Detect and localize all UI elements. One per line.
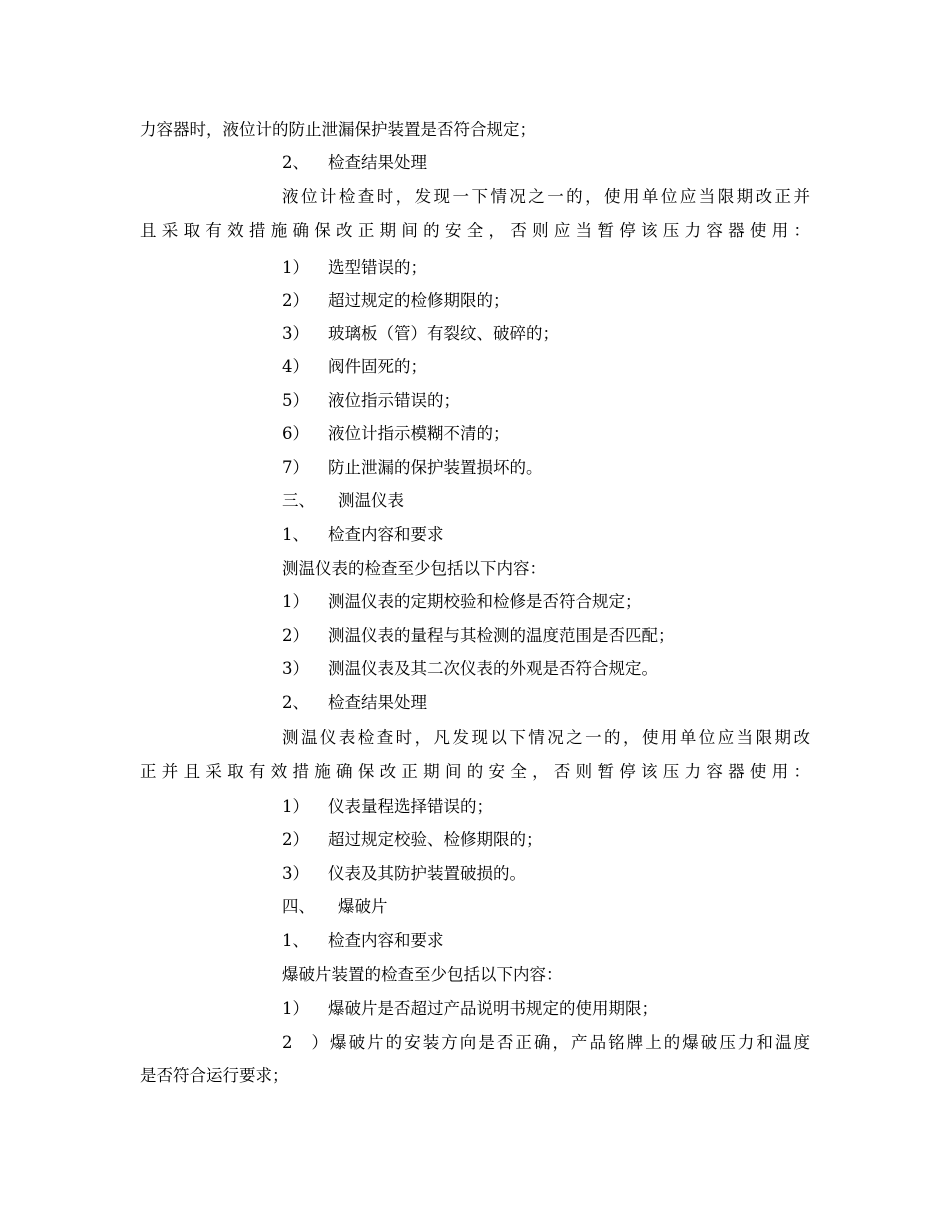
list-item — [282, 1033, 810, 1053]
item-number: 3） — [282, 659, 309, 678]
item-number: 4） — [282, 357, 309, 376]
section-number: 四、 — [282, 897, 315, 916]
item-number: 1） — [282, 258, 309, 277]
heading-text: 检查内容和要求 — [328, 931, 444, 950]
heading-text: 检查内容和要求 — [328, 525, 444, 544]
section-number: 三、 — [282, 491, 315, 510]
section-heading — [282, 491, 404, 511]
paragraph-line — [140, 221, 810, 241]
paragraph-line — [282, 965, 563, 985]
list-item — [282, 458, 543, 478]
list-item — [282, 324, 559, 344]
item-number: 2） — [282, 291, 309, 310]
paragraph-line — [282, 559, 546, 579]
list-item — [282, 391, 460, 411]
subsection-heading — [282, 931, 444, 951]
item-number: 1、 — [282, 931, 309, 950]
paragraph-first-line — [282, 728, 810, 748]
subsection-heading — [282, 693, 427, 713]
paragraph-line — [140, 762, 810, 782]
item-text: 测温仪表的量程与其检测的温度范围是否匹配； — [328, 626, 675, 645]
item-text: 超过规定校验、检修期限的； — [328, 830, 543, 849]
item-number: 1、 — [282, 525, 309, 544]
item-number: 7） — [282, 458, 309, 477]
line-text: 测温仪表检查时，凡发现以下情况之一的，使用单位应当限期改 — [282, 728, 810, 747]
list-item — [282, 830, 543, 850]
list-item — [282, 999, 658, 1019]
paragraph-first-line — [282, 187, 810, 207]
line-text: 液位计检查时，发现一下情况之一的，使用单位应当限期改正并 — [282, 187, 810, 206]
item-text: 爆破片是否超过产品说明书规定的使用期限； — [328, 999, 658, 1018]
item-number: 1） — [282, 999, 309, 1018]
subsection-heading — [282, 525, 444, 545]
line-text: 爆破片装置的检查至少包括以下内容： — [282, 965, 563, 984]
item-text: 玻璃板（管）有裂纹、破碎的； — [328, 324, 559, 343]
item-number: 1） — [282, 592, 309, 611]
list-item — [282, 291, 510, 311]
list-item — [282, 626, 675, 646]
item-text: 液位计指示模糊不清的； — [328, 424, 510, 443]
item-text: 测温仪表及其二次仪表的外观是否符合规定。 — [328, 659, 658, 678]
item-text: 选型错误的； — [328, 258, 427, 277]
item-number: 2） — [282, 626, 309, 645]
item-number: 3） — [282, 324, 309, 343]
item-number: 1） — [282, 797, 309, 816]
heading-text: 爆破片 — [338, 897, 388, 916]
item-text: 液位指示错误的； — [328, 391, 460, 410]
heading-text: 测温仪表 — [338, 491, 404, 510]
subsection-heading — [282, 153, 427, 173]
item-text: 测温仪表的定期校验和检修是否符合规定； — [328, 592, 642, 611]
list-item — [282, 797, 493, 817]
item-number: 2） — [282, 830, 309, 849]
list-item-continuation — [140, 1066, 289, 1086]
item-text: 超过规定的检修期限的； — [328, 291, 510, 310]
item-number: 2、 — [282, 693, 309, 712]
item-number: 6） — [282, 424, 309, 443]
item-number: 5） — [282, 391, 309, 410]
list-item — [282, 357, 427, 377]
item-text: 防止泄漏的保护装置损坏的。 — [328, 458, 543, 477]
line-text: 力容器时，液位计的防止泄漏保护装置是否符合规定； — [140, 120, 536, 139]
line-text: 是否符合运行要求； — [140, 1066, 289, 1085]
item-number: 3） — [282, 864, 309, 883]
heading-text: 检查结果处理 — [328, 693, 427, 712]
heading-text: 检查结果处理 — [328, 153, 427, 172]
list-item — [282, 258, 427, 278]
item-text: 爆破片的安装方向是否正确，产品铭牌上的爆破压力和温度 — [328, 1033, 810, 1052]
item-number: 2、 — [282, 153, 309, 172]
item-text: 阀件固死的； — [328, 357, 427, 376]
item-number: 2） — [282, 1033, 328, 1052]
line-text: 测温仪表的检查至少包括以下内容： — [282, 559, 546, 578]
line-text: 且采取有效措施确保改正期间的安全，否则应当暂停该压力容器使用： — [140, 221, 810, 240]
section-heading — [282, 897, 388, 917]
list-item — [282, 592, 642, 612]
item-text: 仪表及其防护装置破损的。 — [328, 864, 526, 883]
list-item — [282, 659, 658, 679]
line-text: 正并且采取有效措施确保改正期间的安全，否则暂停该压力容器使用： — [140, 762, 810, 781]
item-text: 仪表量程选择错误的； — [328, 797, 493, 816]
paragraph-continuation — [140, 120, 536, 140]
list-item — [282, 864, 526, 884]
list-item — [282, 424, 510, 444]
